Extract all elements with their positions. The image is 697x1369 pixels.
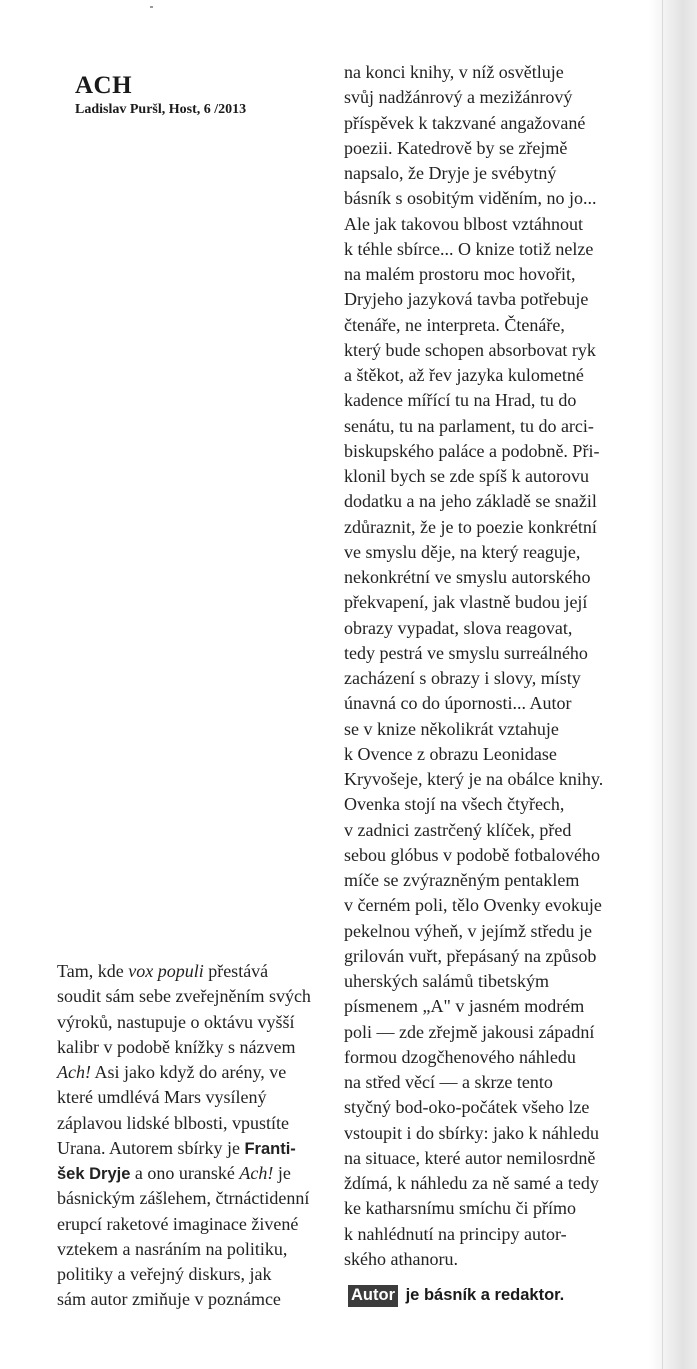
text-line: únavná co do úpornosti... Autor	[344, 693, 572, 714]
italic-run: Ach!	[57, 1062, 91, 1082]
text-run: záplavou lidské blbosti, vpustíte	[57, 1112, 289, 1133]
text-line: ského athanoru.	[344, 1248, 458, 1269]
text-run: přestává	[203, 961, 269, 981]
text-line: biskupského paláce a podobně. Při-	[344, 440, 600, 461]
author-name-run: Franti-	[244, 1139, 296, 1158]
text-line	[57, 1161, 311, 1186]
text-line	[57, 1035, 311, 1060]
text-run: básnickým zášlehem, čtrnáctidenní	[57, 1188, 310, 1209]
article-title: ACH	[75, 72, 133, 99]
text-line: poli — zde zřejmě jakousi západní	[344, 1021, 595, 1042]
text-line: ke katharsnímu smíchu či přímo	[344, 1198, 576, 1219]
text-line: míče se zvýrazněným pentaklem	[344, 870, 580, 890]
text-line: a štěkot, až řev jazyka kulometné	[344, 365, 584, 385]
text-line	[57, 984, 311, 1009]
text-line: v zadnici zastrčený klíček, před	[344, 819, 572, 840]
text-line: na malém prostoru moc hovořit,	[344, 264, 576, 284]
text-line: tedy pestrá ve smyslu surreálného	[344, 642, 588, 663]
text-line	[57, 1212, 311, 1237]
text-line: obrazy vypadat, slova reagovat,	[344, 617, 573, 638]
text-line: grilován vuřt, přepásaný na způsob	[344, 945, 597, 966]
text-line: dodatku a na jeho základě se snažil	[344, 491, 597, 512]
text-run: sám autor zmiňuje v poznámce	[57, 1289, 281, 1310]
text-line: formou dzogčhenového náhledu	[344, 1046, 576, 1067]
text-line: písmenem „A" v jasném modrém	[344, 996, 585, 1017]
text-run: Tam, kde	[57, 961, 129, 981]
text-run: kalibr v podobě knížky s názvem	[57, 1036, 296, 1057]
text-line	[57, 1060, 311, 1085]
author-name-run: šek Dryje	[57, 1165, 131, 1183]
text-line: uherských salámů tibetským	[344, 971, 549, 991]
text-line: příspěvek k takzvané angažované	[344, 112, 586, 133]
text-line: Ovenka stojí na všech čtyřech,	[344, 794, 565, 815]
text-line	[57, 1010, 311, 1035]
text-run: vztekem a nasráním na politiku,	[57, 1238, 288, 1259]
author-note-text: je básník a redaktor.	[405, 1286, 565, 1304]
text-line: básník s osobitým viděním, no jo...	[344, 188, 597, 209]
text-line: k nahlédnutí na principy autor-	[344, 1223, 567, 1244]
text-line: na konci knihy, v níž osvětluje	[344, 62, 564, 82]
article-byline: Ladislav Puršl, Host, 6 /2013	[75, 102, 247, 117]
text-line: styčný bod-oko-počátek všeho lze	[344, 1097, 590, 1118]
text-line: překvapení, jak vlastně budou její	[344, 592, 588, 613]
text-line: na situace, které autor nemilosrdně	[344, 1147, 596, 1168]
text-line: poezii. Katedrově by se zřejmě	[344, 137, 568, 158]
text-run: soudit sám sebe zveřejněním svých	[57, 986, 311, 1007]
text-line: svůj nadžánrový a mezižánrový	[344, 87, 573, 108]
text-line: v černém poli, tělo Ovenky evokuje	[344, 895, 602, 916]
page-gutter-shadow	[649, 0, 697, 1369]
text-line: k téhle sbírce... O knize totiž nelze	[344, 238, 594, 259]
text-line: Ale jak takovou blbost vztáhnout	[344, 213, 583, 234]
left-text-column	[57, 959, 311, 1313]
text-line: čtenáře, ne interpreta. Čtenáře,	[344, 314, 565, 335]
text-line	[57, 1085, 311, 1110]
text-line: na střed věcí — a skrze tento	[344, 1072, 553, 1092]
text-line: se v knize několikrát vztahuje	[344, 718, 559, 739]
text-run: výroků, nastupuje o oktávu vyšší	[57, 1011, 295, 1032]
text-line: ve smyslu děje, na který reaguje,	[344, 541, 581, 562]
text-line: Dryjeho jazyková tavba potřebuje	[344, 289, 589, 310]
text-run: erupcí raketové imaginace živené	[57, 1213, 299, 1234]
text-line: zdůraznit, že je to poezie konkrétní	[344, 516, 597, 537]
text-line: nekonkrétní ve smyslu autorského	[344, 567, 591, 587]
italic-run: vox populi	[128, 961, 204, 981]
text-line	[57, 1262, 311, 1287]
text-line: pekelnou výheň, v jejímž středu je	[344, 920, 592, 941]
text-run: které umdlévá Mars vysílený	[57, 1087, 267, 1108]
text-line	[57, 1186, 311, 1211]
text-line	[57, 1111, 311, 1136]
page-gutter-edge	[662, 0, 663, 1369]
text-run: Urana. Autorem sbírky je	[57, 1137, 245, 1158]
author-tag: Autor	[348, 1285, 398, 1307]
text-line: Kryvošeje, který je na obálce knihy.	[344, 769, 604, 789]
text-run: je	[273, 1163, 291, 1183]
text-line: ždímá, k náhledu za ně samé a tedy	[344, 1173, 599, 1193]
italic-run: Ach!	[239, 1163, 274, 1183]
text-line	[57, 1287, 311, 1312]
author-note	[348, 1285, 564, 1307]
text-line	[57, 1237, 311, 1262]
text-line: senátu, tu na parlament, tu do arci-	[344, 415, 594, 436]
text-line: napsalo, že Dryje je svébytný	[344, 163, 557, 183]
text-line: kadence mířící tu na Hrad, tu do	[344, 390, 577, 411]
text-line: vstoupit i do sbírky: jako k náhledu	[344, 1122, 599, 1143]
text-line: k Ovence z obrazu Leonidase	[344, 743, 557, 764]
text-run: Asi jako když do arény, ve	[90, 1062, 287, 1082]
text-run: politiky a veřejný diskurs, jak	[57, 1264, 272, 1284]
text-line: který bude schopen absorbovat ryk	[344, 339, 596, 360]
text-line	[57, 1136, 311, 1161]
text-line: klonil bych se zde spíš k autorovu	[344, 466, 589, 486]
text-line: zacházení s obrazy i slovy, místy	[344, 668, 581, 688]
text-line: sebou glóbus v podobě fotbalového	[344, 844, 600, 865]
text-line	[57, 959, 311, 984]
text-run: a ono uranské	[130, 1163, 240, 1183]
right-text-column	[344, 60, 603, 1272]
scan-speck	[150, 6, 153, 8]
